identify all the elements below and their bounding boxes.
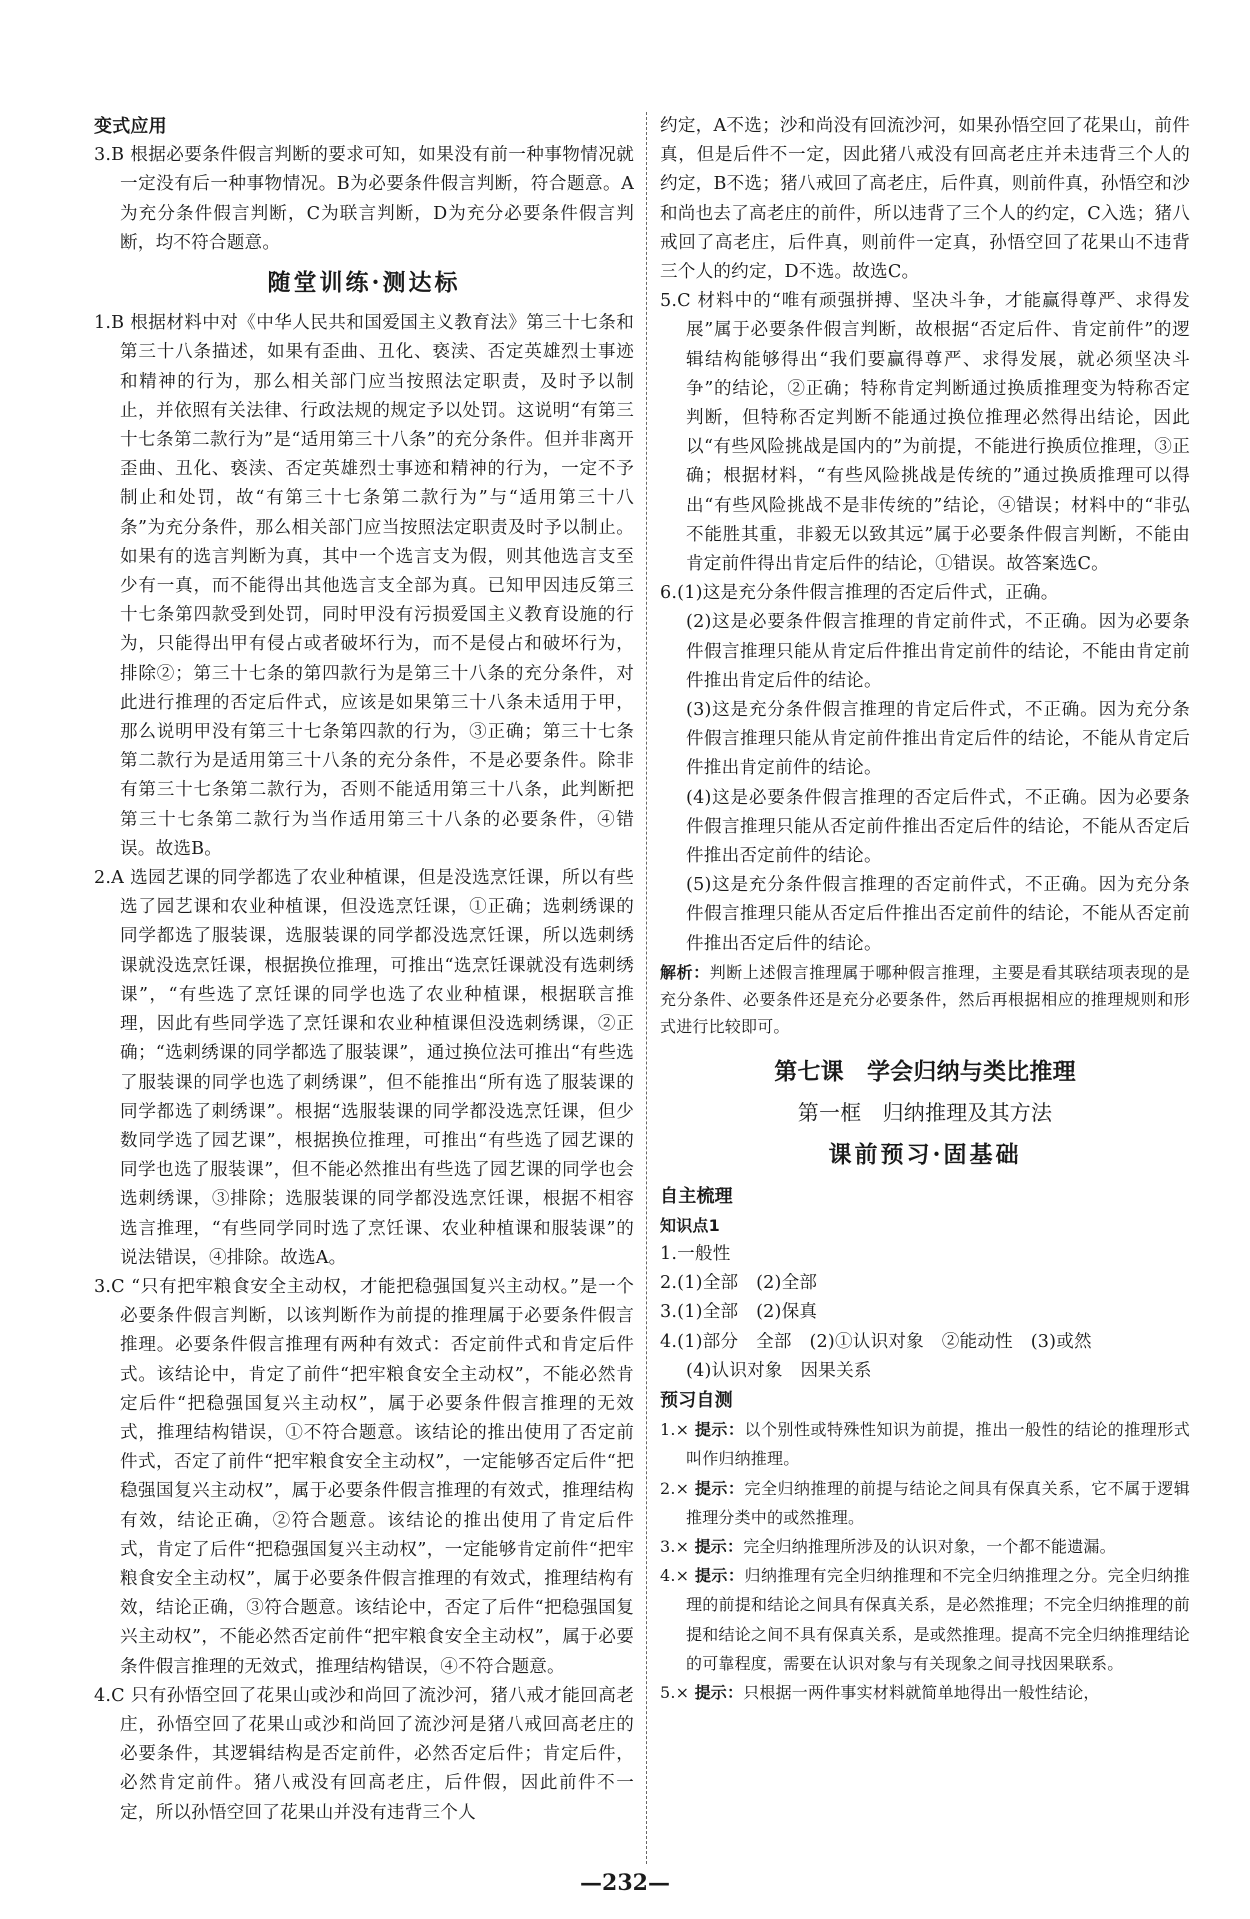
knowledge-point-title: 知识点1 — [660, 1215, 720, 1235]
self-test-5-mark: 5.× — [660, 1682, 690, 1702]
tip-label: 提示： — [694, 1536, 744, 1556]
analysis-label: 解析： — [660, 962, 710, 982]
answer-6-part-4: (4)这是必要条件假言推理的否定后件式，不正确。因为必要条件假言推理只能从否定前件推出否定后件的结论，不能从否定后件推出否定前件的结论。 — [686, 787, 1190, 867]
self-test-title: 预习自测 — [660, 1389, 733, 1411]
answer-5: 5.C 材料中的“唯有顽强拼搏、坚决斗争，才能赢得尊严、求得发展”属于必要条件假言判断，故根据“否定后件、肯定前件”的逻辑结构能够得出“我们要赢得尊严、求得发展，就必须坚决斗争”的结论，②正确；特称肯定判断通过换质推理变为特称否定判断，但特称否定判断不能通过换位推理必然得出结论，因此以“有些风险挑战是国内的”为前提，不能进行换质位推理，③正确；根据材料，“有些风险挑战是传统的”通过换质推理可以得出“有些风险挑战不是非传统的”结论，④错误；材料中的“非弘不能胜其重，非毅无以致其远”属于必要条件假言判断，不能由肯定前件得出肯定后件的结论，①错误。故答案选C。 — [660, 291, 1190, 575]
answer-6-part-2: (2)这是必要条件假言推理的肯定前件式，不正确。因为必要条件假言推理只能从肯定后件推出肯定前件的结论，不能由肯定前件推出肯定后件的结论。 — [686, 612, 1190, 691]
kp-item-4: 4.(1)部分 全部 (2)①认识对象 ②能动性 (3)或然 — [660, 1331, 1092, 1352]
section-banner-practice: 随堂训练·测达标 — [267, 269, 461, 297]
self-test-3-text: 完全归纳推理所涉及的认识对象，一个都不能遗漏。 — [743, 1536, 1116, 1556]
kp-item-2: 2.(1)全部 (2)全部 — [660, 1273, 818, 1294]
column-divider — [646, 112, 647, 1864]
self-test-5-text: 只根据一两件事实材料就简单地得出一般性结论， — [743, 1682, 1100, 1702]
self-test-1-text: 以个别性或特殊性知识为前提，推出一般性的结论的推理形式叫作归纳推理。 — [686, 1420, 1190, 1469]
self-test-5 — [660, 1678, 1190, 1707]
answer-2: 2.A 选园艺课的同学都选了农业种植课，但是没选烹饪课，所以有些选了园艺课和农业种植课，但没选烹饪课，①正确；选刺绣课的同学都选了服装课，选服装课的同学都没选烹饪课，所以选刺绣课就没选烹饪课，根据换位推理，可推出“选烹饪课就没有选刺绣课”，“有些选了烹饪课的同学也选了农业种植课，根据联言推理，因此有些同学选了烹饪课和农业种植课但没选刺绣课，②正确；“选刺绣课的同学都选了服装课”，通过换位法可推出“有些选了服装课的同学也选了刺绣课”，但不能推出“所有选了服装课的同学都选了刺绣课”。根据“选服装课的同学都没选烹饪课，但少数同学选了园艺课”，根据换位推理，可推出“有些选了园艺课的同学也选了服装课”，但不能必然推出有些选了园艺课的同学也会选刺绣课，③排除；选服装课的同学都没选烹饪课，根据不相容选言推理，“有些同学同时选了烹饪课、农业种植课和服装课”的说法错误，④排除。故选A。 — [94, 868, 634, 1268]
right-column — [660, 112, 1190, 1707]
tip-label: 提示： — [694, 1682, 744, 1702]
self-test-2-text: 完全归纳推理的前提与结论之间具有保真关系，它不属于逻辑推理分类中的或然推理。 — [686, 1478, 1190, 1527]
frame-title: 第一框 归纳推理及其方法 — [797, 1101, 1053, 1126]
variant-answer-3: 3.B 根据必要条件假言判断的要求可知，如果没有前一种事物情况就一定没有后一种事物情况。B为必要条件假言判断，符合题意。A为充分条件假言判断，C为联言判断，D为充分必要条件假言判断，均不符合题意。 — [94, 145, 634, 253]
self-test-2-mark: 2.× — [660, 1478, 690, 1498]
self-test-4-mark: 4.× — [660, 1566, 690, 1586]
answer-3: 3.C “只有把牢粮食安全主动权，才能把稳强国复兴主动权。”是一个必要条件假言判断，以该判断作为前提的推理属于必要条件假言推理。必要条件假言推理有两种有效式：否定前件式和肯定后件式。该结论中，肯定了前件“把牢粮食安全主动权”，不能必然肯定后件“把稳强国复兴主动权”，属于必要条件假言推理的无效式，推理结构错误，①不符合题意。该结论的推出使用了否定前件式，否定了前件“把牢粮食安全主动权”，一定能够否定后件“把稳强国复兴主动权”，属于必要条件假言推理的有效式，推理结构有效，结论正确，②符合题意。该结论的推出使用了肯定后件式，肯定了后件“把稳强国复兴主动权”，一定能够肯定前件“把牢粮食安全主动权”，属于必要条件假言推理的有效式，推理结构有效，结论正确，③符合题意。该结论中，否定了后件“把稳强国复兴主动权”，不能必然否定前件“把牢粮食安全主动权”，属于必要条件假言推理的无效式，推理结构错误，④不符合题意。 — [94, 1276, 634, 1677]
self-test-4 — [660, 1561, 1190, 1678]
variant-application-title: 变式应用 — [94, 116, 167, 137]
answer-1: 1.B 根据材料中对《中华人民共和国爱国主义教育法》第三十七条和第三十八条描述，如果有歪曲、丑化、亵渎、否定英雄烈士事迹和精神的行为，那么相关部门应当按照法定职责，及时予以制止，并依照有关法律、行政法规的规定予以处罚。这说明“有第三十七条第二款行为”是“适用第三十八条”的充分条件。但并非离开歪曲、丑化、亵渎、否定英雄烈士事迹和精神的行为，一定不予制止和处罚，故“有第三十七条第二款行为”与“适用第三十八条”为充分条件，那么相关部门应当按照法定职责及时予以制止。如果有的选言判断为真，其中一个选言支为假，则其他选言支至少有一真，而不能得出其他选言支全部为真。已知甲因违反第三十七条第四款受到处罚，同时甲没有污损爱国主义教育设施的行为，只能得出甲有侵占或者破坏行为，而不是侵占和破坏行为，排除②；第三十七条的第四款行为是第三十八条的充分条件，对此进行推理的否定后件式，应该是如果第三十八条未适用于甲，那么说明甲没有第三十七条第四款的行为，③正确；第三十七条第二款行为是适用第三十八条的充分条件，不是必要条件。除非有第三十七条第二款行为，否则不能适用第三十八条，此判断把第三十七条第二款行为当作适用第三十八条的必要条件，④错误。故选B。 — [94, 313, 634, 859]
section-banner-preview: 课前预习·固基础 — [828, 1141, 1022, 1169]
analysis — [660, 959, 1190, 1040]
answer-4-continued: 约定，A不选；沙和尚没有回流沙河，如果孙悟空回了花果山，前件真，但是后件不一定，因此猪八戒没有回高老庄并未违背三个人的约定，B不选；猪八戒回了高老庄，后件真，则前件真，孙悟空和沙和尚也去了高老庄的前件，所以违背了三个人的约定，C入选；猪八戒回了高老庄，后件真，则前件一定真，孙悟空回了花果山不违背三个人的约定，D不选。故选C。 — [660, 116, 1190, 283]
kp-item-4b: (4)认识对象 因果关系 — [686, 1360, 872, 1381]
page-number: —232— — [580, 1870, 670, 1896]
lesson-title: 第七课 学会归纳与类比推理 — [774, 1058, 1076, 1085]
self-test-1 — [660, 1415, 1190, 1473]
self-test-2 — [660, 1474, 1190, 1532]
self-test-4-text: 归纳推理有完全归纳推理和不完全归纳推理之分。完全归纳推理的前提和结论之间具有保真关系，是必然推理；不完全归纳推理的前提和结论之间不具有保真关系，是或然推理。提高不完全归纳推理结论的可靠程度，需要在认识对象与有关现象之间寻找因果联系。 — [686, 1566, 1190, 1673]
tip-label: 提示： — [694, 1566, 745, 1586]
answer-6-part-3: (3)这是充分条件假言推理的肯定后件式，不正确。因为充分条件假言推理只能从肯定前件推出肯定后件的结论，不能从肯定后件推出肯定前件的结论。 — [686, 700, 1190, 779]
analysis-text: 判断上述假言推理属于哪种假言推理，主要是看其联结项表现的是充分条件、必要条件还是充分必要条件，然后再根据相应的推理规则和形式进行比较即可。 — [660, 962, 1190, 1036]
kp-item-3: 3.(1)全部 (2)保真 — [660, 1302, 818, 1323]
self-test-3-mark: 3.× — [660, 1536, 690, 1556]
kp-item-1: 1.一般性 — [660, 1243, 731, 1264]
self-test-3 — [660, 1532, 1190, 1561]
self-test-1-mark: 1.× — [660, 1420, 690, 1440]
answer-6-part-1: 6.(1)这是充分条件假言推理的否定后件式，正确。 — [660, 583, 1059, 604]
tip-label: 提示： — [694, 1420, 745, 1440]
answer-6-part-5: (5)这是充分条件假言推理的否定前件式，不正确。因为充分条件假言推理只能从否定后件推出否定前件的结论，不能从否定前件推出否定后件的结论。 — [686, 875, 1190, 954]
left-column — [94, 112, 634, 1828]
tip-label: 提示： — [694, 1478, 745, 1498]
self-review-title: 自主梳理 — [660, 1185, 733, 1207]
answer-4: 4.C 只有孙悟空回了花果山或沙和尚回了流沙河，猪八戒才能回高老庄，孙悟空回了花果山或沙和尚回了流沙河是猪八戒回高老庄的必要条件，其逻辑结构是否定前件，必然否定后件；肯定后件，必然肯定前件。猪八戒没有回高老庄，后件假，因此前件不一定，所以孙悟空回了花果山并没有违背三个人 — [94, 1685, 634, 1823]
